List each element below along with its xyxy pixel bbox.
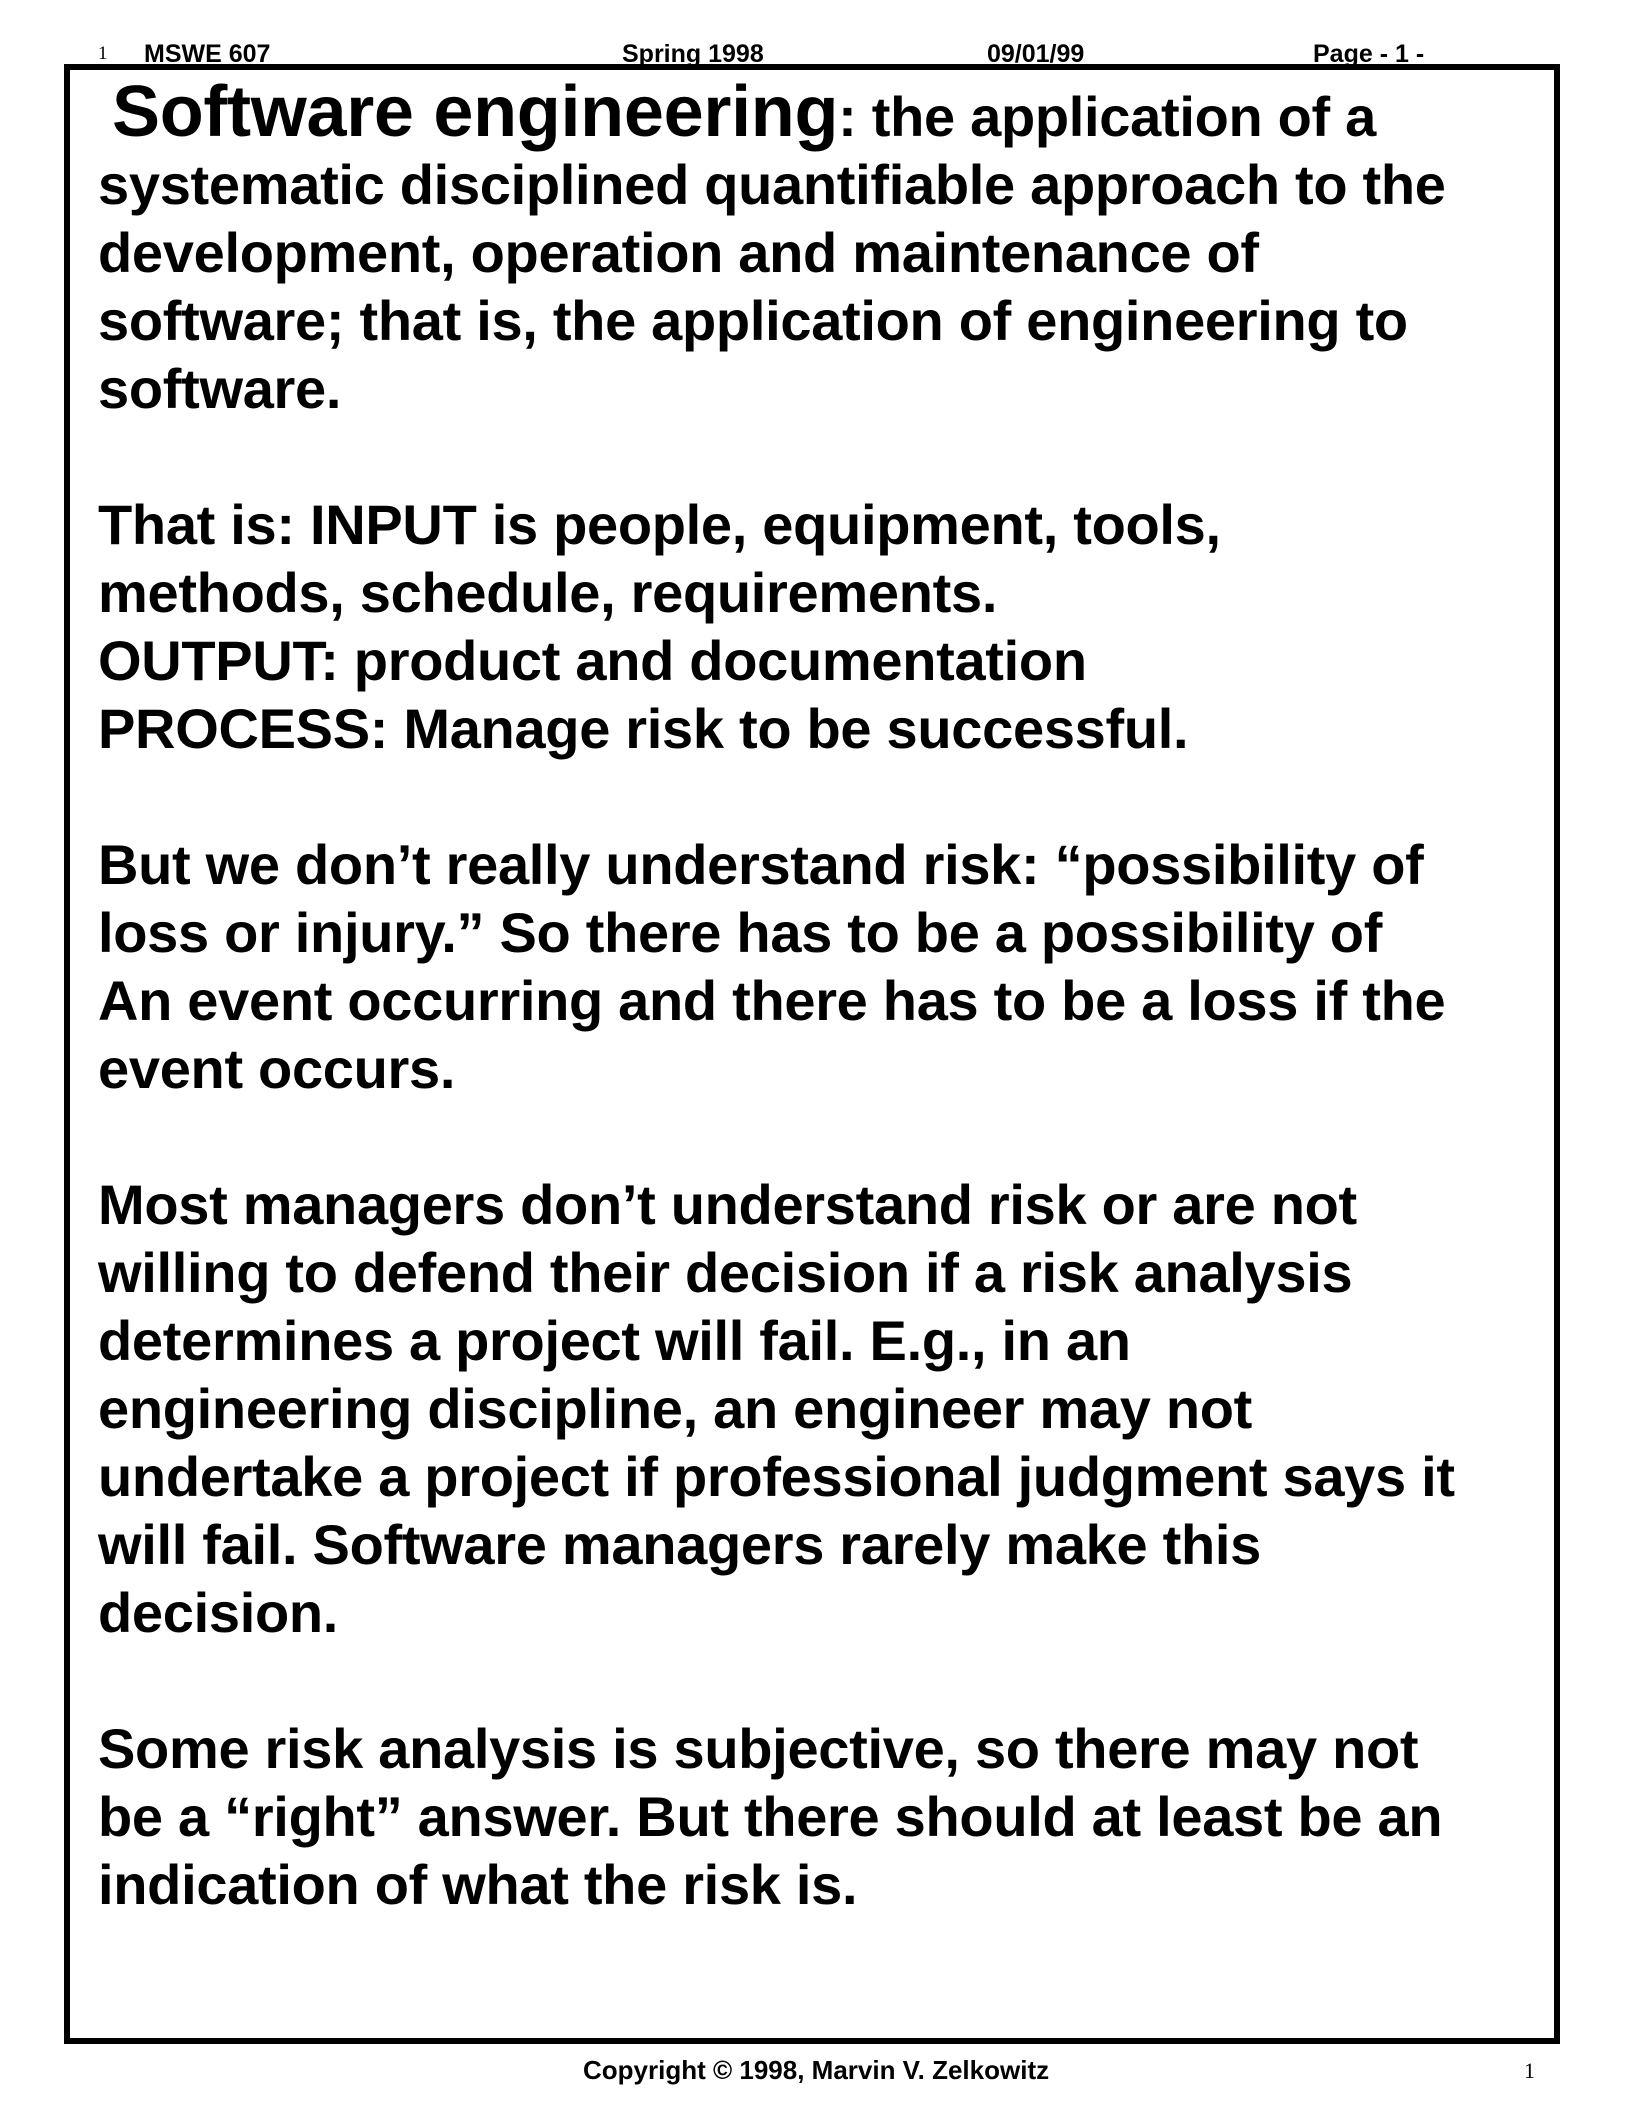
defined-term: Software engineering [112, 72, 839, 152]
managers-line-7: decision. [98, 1581, 339, 1644]
definition-line-1 [98, 72, 1534, 152]
slide-frame [64, 64, 1560, 2044]
managers-line-3: determines a project will fail. E.g., in an [98, 1309, 1131, 1372]
slide-number: 1 [98, 43, 108, 64]
definition-line-4: software; that is, the application of engineering to [98, 289, 1408, 352]
managers-line-5: undertake a project if professional judgment says it [98, 1445, 1455, 1508]
risk-line-3: An event occurring and there has to be a loss if the [98, 969, 1446, 1032]
definition-line-3: development, operation and maintenance of [98, 221, 1259, 284]
risk-line-2: loss or injury.” So there has to be a possibility of [98, 901, 1383, 964]
print-date: 09/01/99 [987, 40, 1085, 68]
io-line-1: That is: INPUT is people, equipment, tools, [98, 493, 1221, 556]
risk-line-1: But we don’t really understand risk: “possibility of [98, 833, 1424, 896]
risk-paragraph [98, 831, 1534, 1103]
managers-line-6: will fail. Software managers rarely make this [98, 1513, 1261, 1576]
copyright-text: Copyright © 1998, Marvin V. Zelkowitz [583, 2055, 1050, 2085]
definition-line-2: systematic disciplined quantifiable approach to the [98, 153, 1446, 216]
footer-page-number: 1 [1524, 2058, 1535, 2083]
subjective-line-1: Some risk analysis is subjective, so there may not [98, 1717, 1419, 1780]
input-output-paragraph [98, 491, 1534, 763]
subjective-line-3: indication of what the risk is. [98, 1853, 858, 1916]
subjective-line-2: be a “right” answer. But there should at least be an [98, 1785, 1443, 1848]
managers-line-4: engineering discipline, an engineer may not [98, 1377, 1253, 1440]
subjective-paragraph [98, 1715, 1534, 1919]
page-label: Page - 1 - [1313, 40, 1425, 68]
managers-line-1: Most managers don’t understand risk or are not [98, 1173, 1357, 1236]
definition-line-1-rest: : the application of a [838, 85, 1377, 148]
io-line-4: PROCESS: Manage risk to be successful. [98, 697, 1189, 760]
slide-content [98, 72, 1534, 1987]
risk-line-4: event occurs. [98, 1037, 456, 1100]
managers-paragraph [98, 1171, 1534, 1647]
definition-paragraph [98, 72, 1534, 423]
io-line-3: OUTPUT: product and documentation [98, 629, 1087, 692]
term-label: Spring 1998 [622, 40, 764, 68]
managers-line-2: willing to defend their decision if a risk analysis [98, 1241, 1353, 1304]
course-code: MSWE 607 [144, 40, 271, 68]
io-line-2: methods, schedule, requirements. [98, 561, 998, 624]
definition-line-5: software. [98, 357, 342, 420]
